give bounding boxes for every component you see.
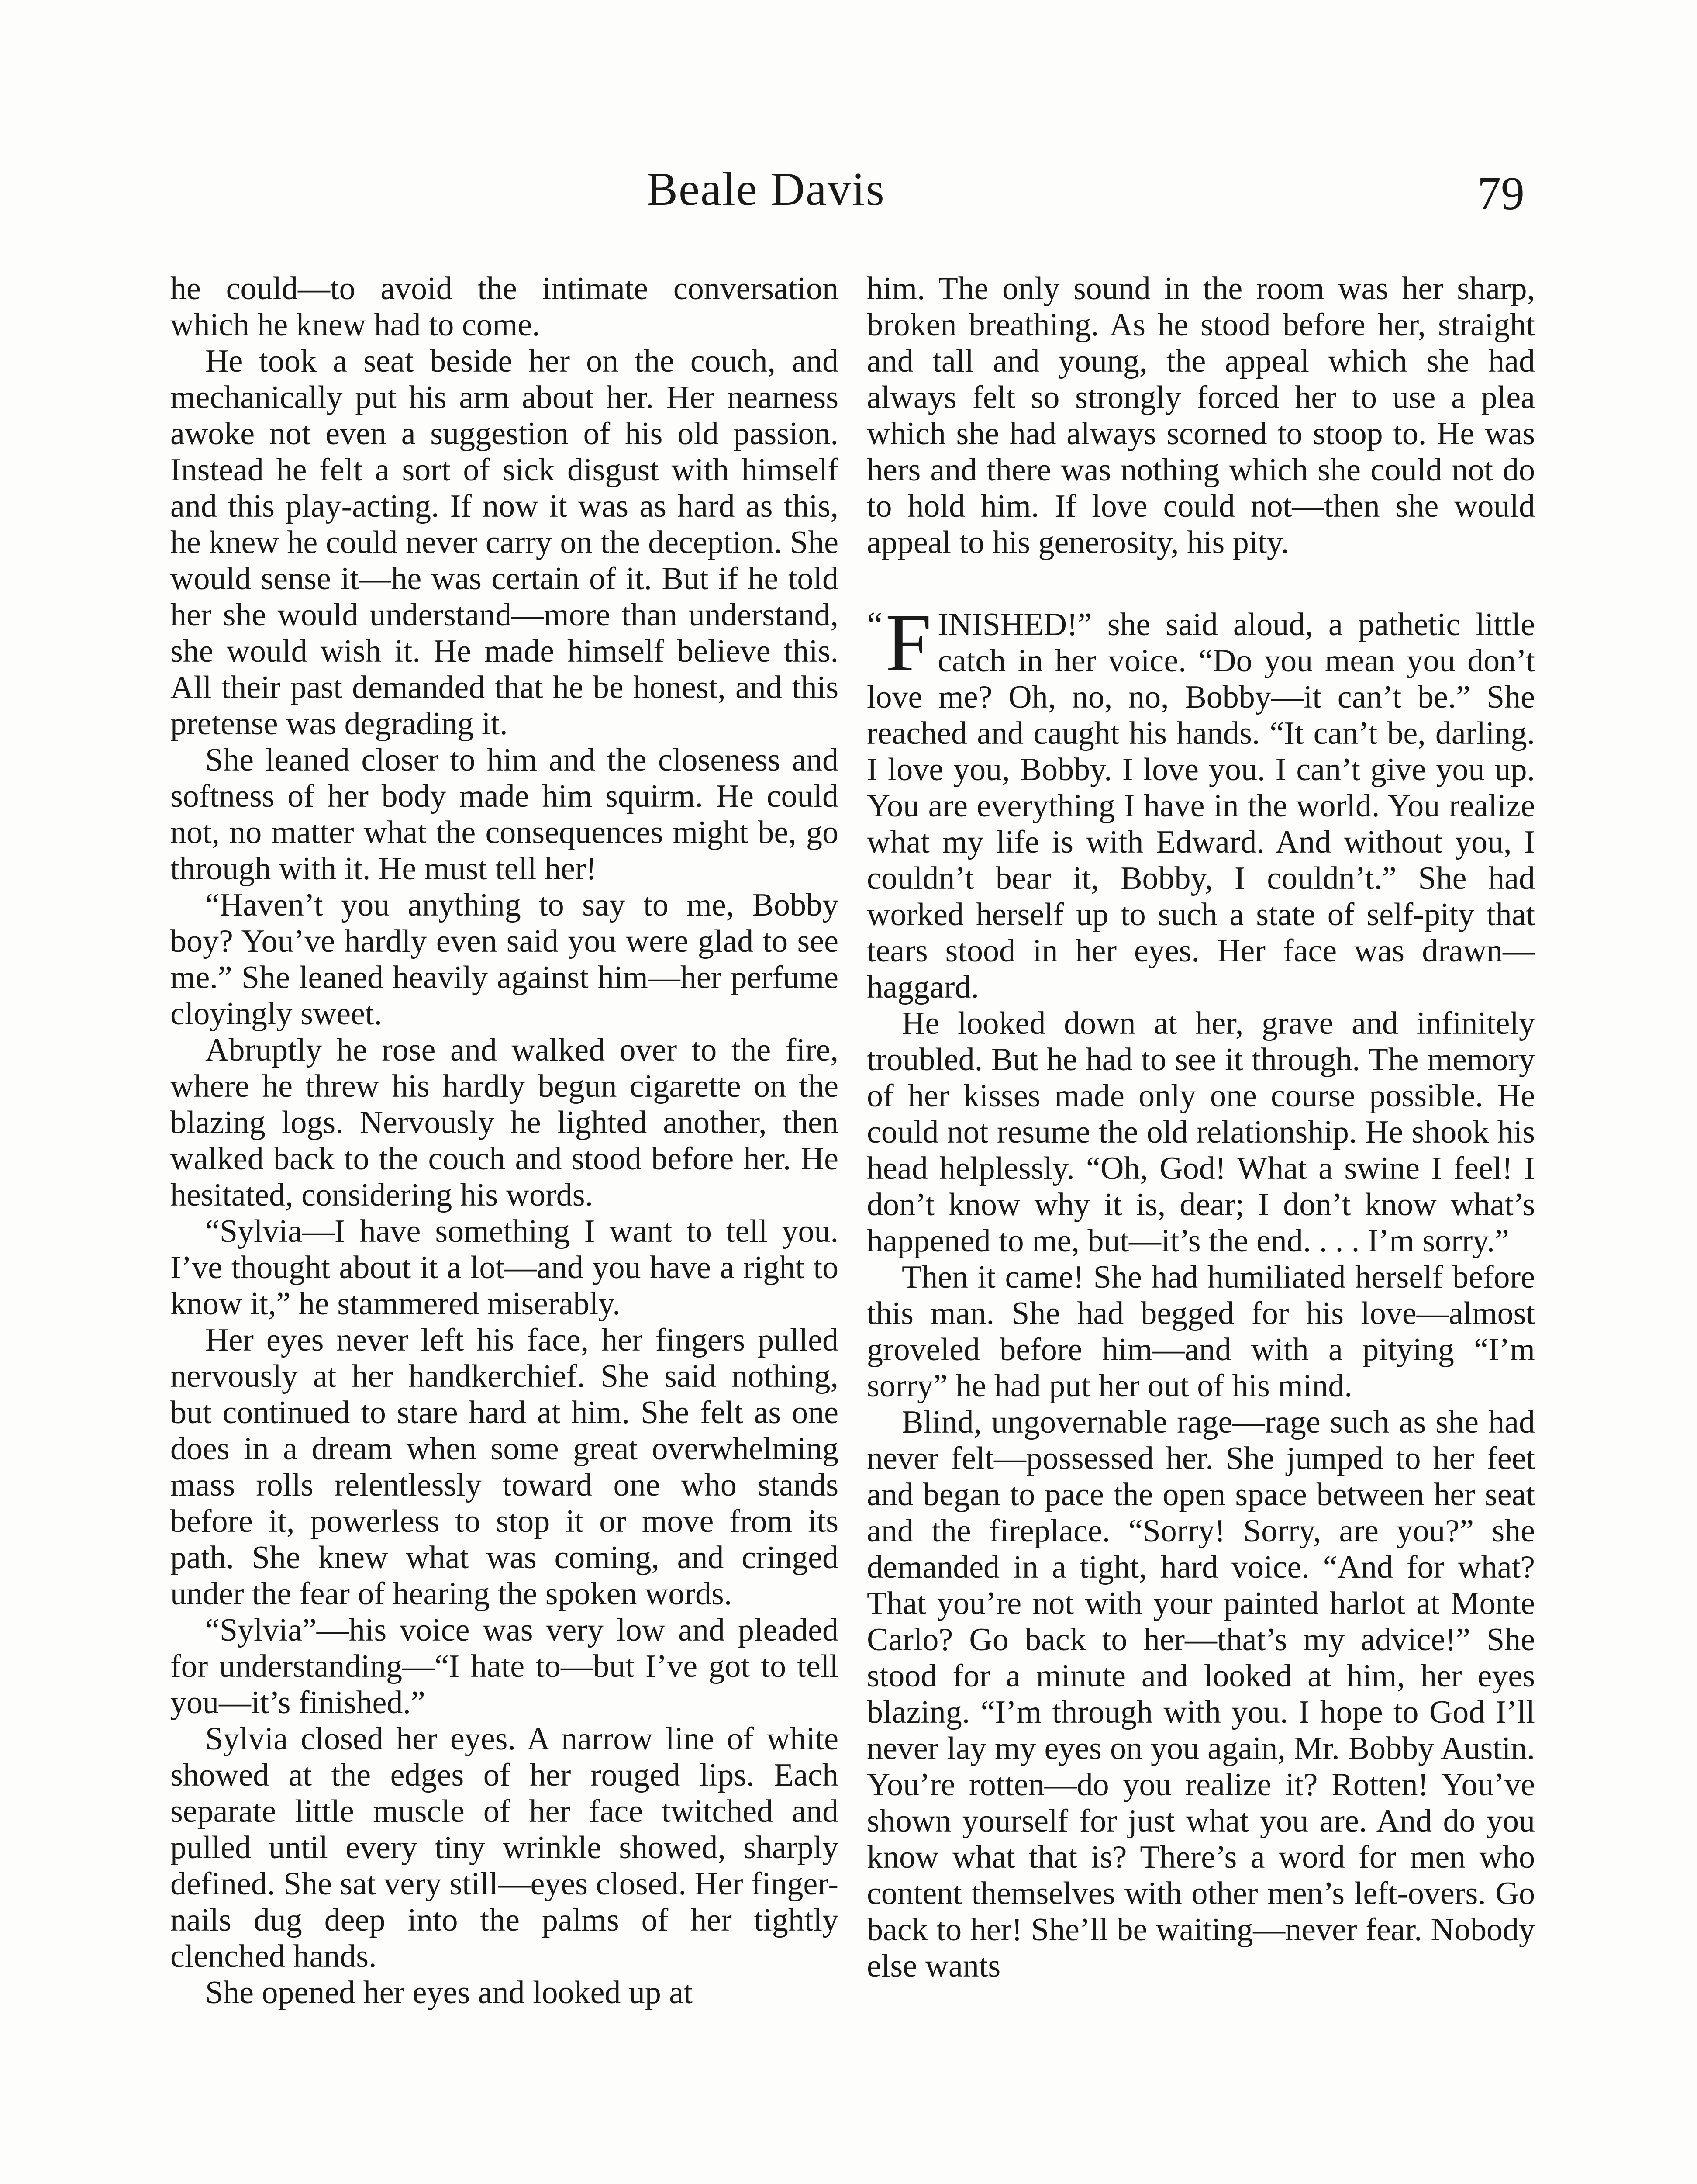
left-column [170,271,838,2011]
paragraph: Sylvia closed her eyes. A narrow line of white showed at the edges of her rouged lips. Each separate little muscle of her face twitched and pulled until every tiny wrinkle showed, sharply defined. She sat very still—eyes closed. Her finger-nails dug deep into the palms of her tightly clenched hands. [170,1721,838,1974]
dropcap-letter: F [885,597,932,689]
paragraph: him. The only sound in the room was her sharp, broken breathing. As he stood before her, straight and tall and young, the appeal which she had always felt so strongly forced her to use a plea which she had always scorned to stoop to. He was hers and there was nothing which she could not do to hold him. If love could not—then she would appeal to his generosity, his pity. [867,271,1535,560]
paragraph: Blind, ungovernable rage—rage such as she had never felt—possessed her. She jumped to her feet and began to pace the open space between her seat and the fireplace. “Sorry! Sorry, are you?” she demanded in a tight, hard voice. “And for what? That you’re not with your painted harlot at Monte Carlo? Go back to her—that’s my advice!” She stood for a minute and looked at him, her eyes blazing. “I’m through with you. I hope to God I’ll never lay my eyes on you again, Mr. Bobby Austin. You’re rotten—do you realize it? Rotten! You’ve shown yourself for just what you are. And do you know what that is? There’s a word for men who content themselves with other men’s left-overs. Go back to her! She’ll be waiting—never fear. Nobody else wants [867,1404,1535,1984]
dropcap-paragraph-text: INISHED!” she said aloud, a pathetic little catch in her voice. “Do you mean you don’t love me? Oh, no, no, Bobby—it can’t be.” She reached and caught his hands. “It can’t be, darling. I love you, Bobby. I love you. I can’t give you up. You are everything I have in the world. You realize what my life is with Edward. And without you, I couldn’t bear it, Bobby, I couldn’t.” She had worked herself up to such a state of self-pity that tears stood in her eyes. Her face was drawn—haggard. [867,607,1535,1005]
paragraph: Her eyes never left his face, her fingers pulled nervously at her handkerchief. She said nothing, but continued to stare hard at him. She felt as one does in a dream when some great overwhelming mass rolls relentlessly toward one who stands before it, powerless to stop it or move from its path. She knew what was coming, and cringed under the fear of hearing the spoken words. [170,1322,838,1612]
paragraph: He looked down at her, grave and infinitely troubled. But he had to see it through. The memory of her kisses made only one course possible. He could not resume the old relationship. He shook his head helplessly. “Oh, God! What a swine I feel! I don’t know why it is, dear; I don’t know what’s happened to me, but—it’s the end. . . . I’m sorry.” [867,1006,1535,1259]
page-number: 79 [1477,168,1525,220]
running-title: Beale Davis [646,163,885,215]
paragraph: Abruptly he rose and walked over to the fire, where he threw his hardly begun cigarette on the blazing logs. Nervously he lighted another, then walked back to the couch and stood before her. He hesitated, considering his words. [170,1032,838,1213]
section-opening-paragraph [867,597,1535,1006]
paragraph: “Haven’t you anything to say to me, Bobby boy? You’ve hardly even said you were glad to see me.” She leaned heavily against him—her perfume cloyingly sweet. [170,887,838,1032]
paragraph: He took a seat beside her on the couch, and mechanically put his arm about her. Her nearness awoke not even a suggestion of his old passion. Instead he felt a sort of sick disgust with himself and this play-acting. If now it was as hard as this, he knew he could never carry on the deception. She would sense it—he was certain of it. But if he told her she would understand—more than understand, she would wish it. He made himself believe this. All their past demanded that he be honest, and this pretense was degrading it. [170,343,838,742]
paragraph: he could—to avoid the intimate conversation which he knew had to come. [170,271,838,343]
dropcap-quote: “ [867,605,883,644]
right-column [867,271,1535,1984]
paragraph: She leaned closer to him and the closeness and softness of her body made him squirm. He could not, no matter what the consequences might be, go through with it. He must tell her! [170,742,838,887]
paragraph: Then it came! She had humiliated herself before this man. She had begged for his love—almost groveled before him—and with a pitying “I’m sorry” he had put her out of his mind. [867,1259,1535,1404]
paragraph: “Sylvia—I have something I want to tell you. I’ve thought about it a lot—and you have a right to know it,” he stammered miserably. [170,1213,838,1322]
paragraph: She opened her eyes and looked up at [205,1975,693,2011]
paragraph: “Sylvia”—his voice was very low and pleaded for understanding—“I hate to—but I’ve got to tell you—it’s finished.” [170,1612,838,1721]
